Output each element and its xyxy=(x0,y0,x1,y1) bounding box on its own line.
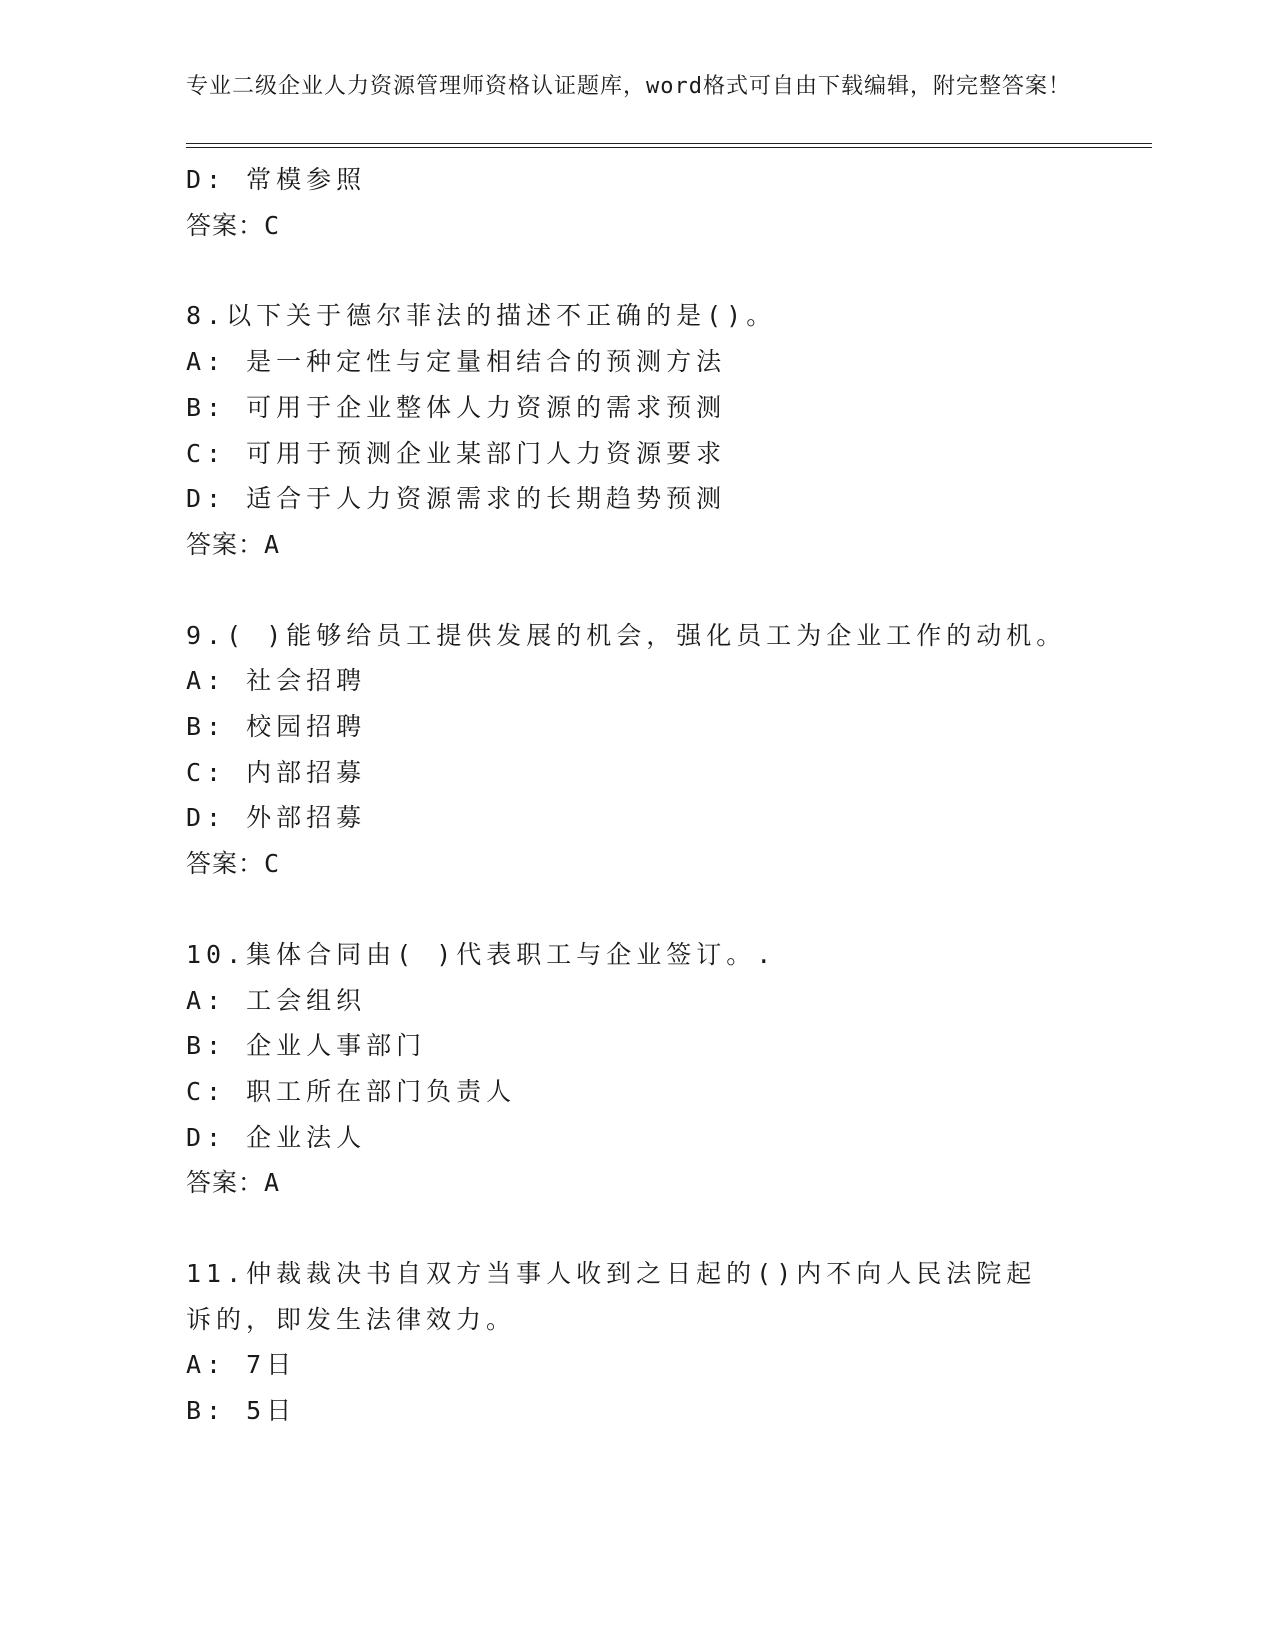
question-8-answer: 答案：A xyxy=(186,529,281,559)
option-d: D: 常模参照 xyxy=(186,165,367,194)
question-9-answer: 答案：C xyxy=(186,849,281,879)
question-11-option-a: A: 7日 xyxy=(186,1350,297,1380)
question-10-option-a: A: 工会组织 xyxy=(186,985,367,1015)
question-9-option-b: B: 校园招聘 xyxy=(186,712,367,742)
question-10-option-c: C: 职工所在部门负责人 xyxy=(186,1076,517,1106)
question-8-option-b: B: 可用于企业整体人力资源的需求预测 xyxy=(186,392,727,422)
question-8-stem: 8.以下关于德尔菲法的描述不正确的是()。 xyxy=(186,301,777,331)
question-8-option-d: D: 适合于人力资源需求的长期趋势预测 xyxy=(186,484,727,514)
question-8-option-a: A: 是一种定性与定量相结合的预测方法 xyxy=(186,347,727,377)
answer: 答案：C xyxy=(186,210,281,240)
question-11-stem: 11.仲裁裁决书自双方当事人收到之日起的()内不向人民法院起诉的，即发生法律效力。 xyxy=(186,1259,1037,1334)
question-9-option-c: C: 内部招募 xyxy=(186,757,367,787)
header-divider xyxy=(186,143,1152,148)
question-9-option-d: D: 外部招募 xyxy=(186,803,367,833)
question-10-answer: 答案：A xyxy=(186,1168,281,1198)
document-header: 专业二级企业人力资源管理师资格认证题库，word格式可自由下载编辑，附完整答案！ xyxy=(186,74,1071,99)
question-10-option-d: D: 企业法人 xyxy=(186,1122,367,1152)
question-9-stem: 9.( )能够给员工提供发展的机会，强化员工为企业工作的动机。 xyxy=(186,620,1067,650)
question-10-stem: 10.集体合同由( )代表职工与企业签订。. xyxy=(186,939,777,969)
question-10-option-b: B: 企业人事部门 xyxy=(186,1031,427,1061)
question-11-option-b: B: 5日 xyxy=(186,1396,297,1426)
document-page xyxy=(186,70,1152,1434)
question-9-option-a: A: 社会招聘 xyxy=(186,666,367,696)
question-8-option-c: C: 可用于预测企业某部门人力资源要求 xyxy=(186,438,727,468)
